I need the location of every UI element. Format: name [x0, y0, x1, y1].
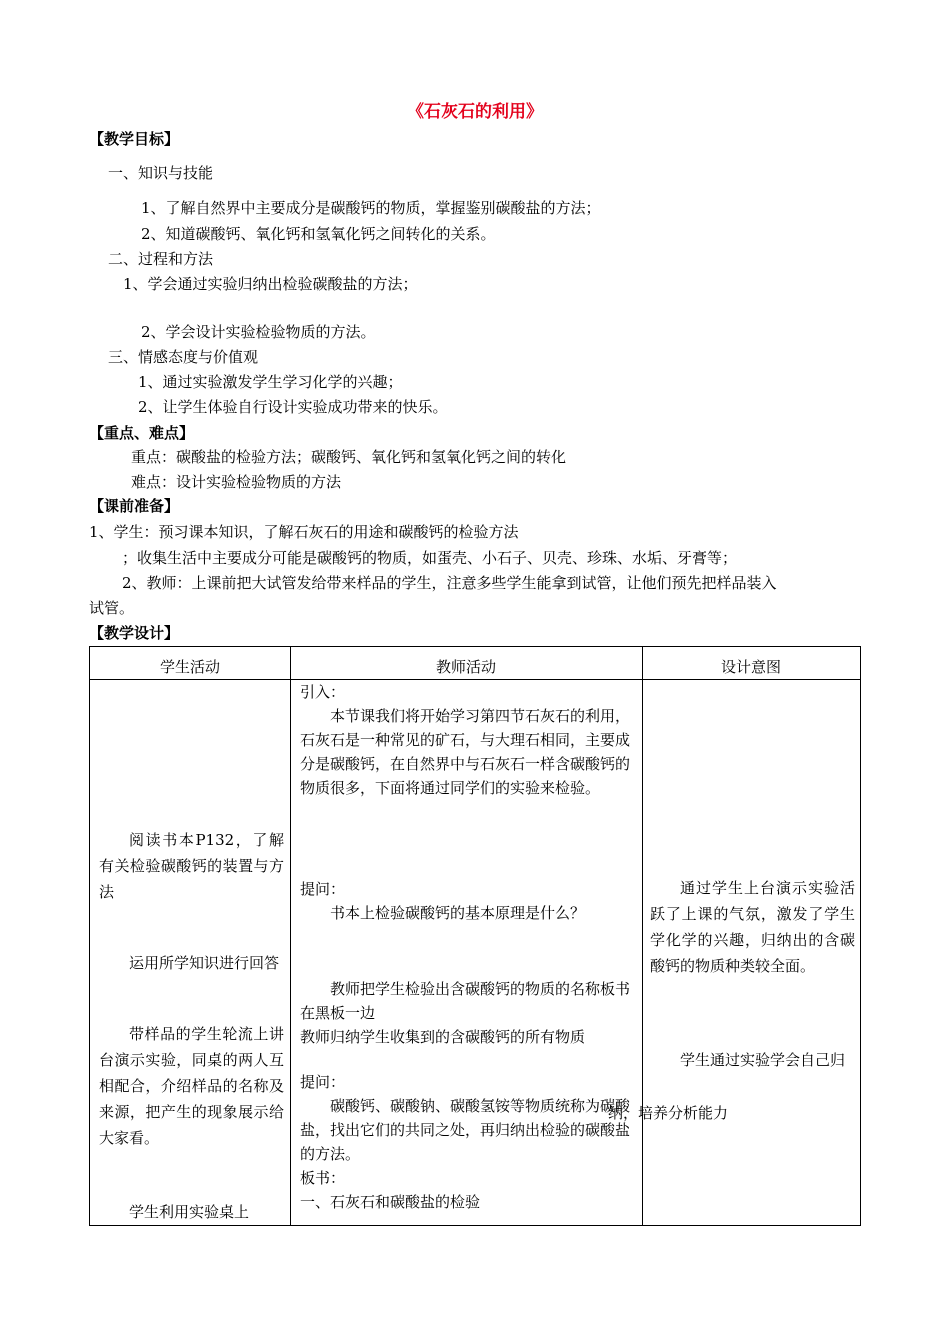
- difficult-point: 难点：设计实验检验物质的方法: [131, 473, 342, 491]
- student-activity-text: 运用所学知识进行回答: [129, 954, 280, 972]
- emotion-item-1: 1、通过实验激发学生学习化学的兴趣；: [138, 373, 403, 391]
- preparation-item-2-continued: 试管。: [89, 599, 135, 617]
- process-item-2: 2、学会设计实验检验物质的方法。: [141, 323, 376, 341]
- key-point: 重点：碳酸盐的检验方法；碳酸钙、氧化钙和氢氧化钙之间的转化: [131, 448, 567, 466]
- teacher-question-1: [300, 877, 635, 925]
- teacher-intro: [300, 680, 635, 800]
- knowledge-item-2: 2、知道碳酸钙、氧化钙和氢氧化钙之间转化的关系。: [141, 225, 496, 243]
- preparation-item-2: 2、教师：上课前把大试管发给带来样品的学生，注意多些学生能拿到试管，让他们预先把样品装入: [122, 574, 777, 592]
- design-heading: 【教学设计】: [89, 624, 180, 642]
- intro-label: 引入：: [300, 683, 346, 701]
- emotion-item-2: 2、让学生体验自行设计实验成功带来的快乐。: [138, 398, 448, 416]
- process-item-1: 1、学会通过实验归纳出检验碳酸盐的方法；: [123, 275, 418, 293]
- question-text: 书本上检验碳酸钙的基本原理是什么？: [330, 904, 586, 922]
- student-activity-text: 带样品的学生轮流上讲台演示实验，同桌的两人互相配合，介绍样品的名称及来源，把产生的现象展示给大家看。: [99, 1025, 284, 1147]
- board-note-text: 教师归纳学生收集到的含碳酸钙的所有物质: [300, 1028, 586, 1046]
- process-heading: 二、过程和方法: [108, 250, 214, 268]
- question-text: 碳酸钙、碳酸钠、碳酸氢铵等物质统称为碳酸盐，找出它们的共同之处，再归纳出检验的碳酸盐的方法。: [300, 1097, 631, 1163]
- blackboard-item: 一、石灰石和碳酸盐的检验: [300, 1193, 481, 1211]
- header-student-activity: 学生活动: [159, 658, 220, 676]
- preparation-item-1-continued: ；收集生活中主要成分可能是碳酸钙的物质，如蛋壳、小石子、贝壳、珍珠、水垢、牙膏等；: [122, 549, 738, 567]
- knowledge-item-1: 1、了解自然界中主要成分是碳酸钙的物质，掌握鉴别碳酸盐的方法；: [141, 199, 601, 217]
- design-intent-2: [650, 1047, 855, 1073]
- preparation-heading: 【课前准备】: [89, 497, 180, 515]
- blackboard-label: 板书：: [300, 1169, 346, 1187]
- student-activity-2: [99, 950, 284, 976]
- design-intent-overlay: 纳，培养分析能力: [608, 1104, 729, 1122]
- key-points-heading: 【重点、难点】: [89, 424, 195, 442]
- emotion-heading: 三、情感态度与价值观: [108, 348, 259, 366]
- teacher-board-note: [300, 977, 635, 1049]
- page-title: 《石灰石的利用》: [407, 102, 543, 122]
- student-activity-3: [99, 1021, 284, 1151]
- question-label: 提问：: [300, 880, 346, 898]
- question-label: 提问：: [300, 1073, 346, 1091]
- header-design-intent: 设计意图: [720, 658, 781, 676]
- student-activity-1: [99, 827, 284, 905]
- table-divider: [290, 647, 291, 1225]
- knowledge-heading: 一、知识与技能: [108, 164, 214, 182]
- student-activity-text: 阅读书本P132，了解有关检验碳酸钙的装置与方法: [99, 831, 284, 901]
- design-intent-1: [650, 875, 855, 979]
- board-note-text: 教师把学生检验出含碳酸钙的物质的名称板书在黑板一边: [300, 980, 631, 1022]
- header-teacher-activity: 教师活动: [435, 658, 496, 676]
- intro-text: 本节课我们将开始学习第四节石灰石的利用，石灰石是一种常见的矿石，与大理石相同，主要成分是碳酸钙，在自然界中与石灰石一样含碳酸钙的物质很多，下面将通过同学们的实验来检验。: [300, 707, 631, 797]
- student-activity-text: 学生利用实验桌上: [129, 1203, 250, 1221]
- preparation-item-1: 1、学生：预习课本知识，了解石灰石的用途和碳酸钙的检验方法: [89, 523, 519, 541]
- design-intent-text: 学生通过实验学会自己归: [680, 1051, 846, 1069]
- student-activity-4: [99, 1199, 284, 1225]
- table-divider: [642, 647, 643, 1225]
- objectives-heading: 【教学目标】: [89, 130, 180, 148]
- teacher-question-2: [300, 1070, 635, 1214]
- teaching-design-table: [89, 646, 861, 1226]
- design-intent-text: 通过学生上台演示实验活跃了上课的气氛，激发了学生学化学的兴趣，归纳出的含碳酸钙的物质种类较全面。: [650, 879, 855, 975]
